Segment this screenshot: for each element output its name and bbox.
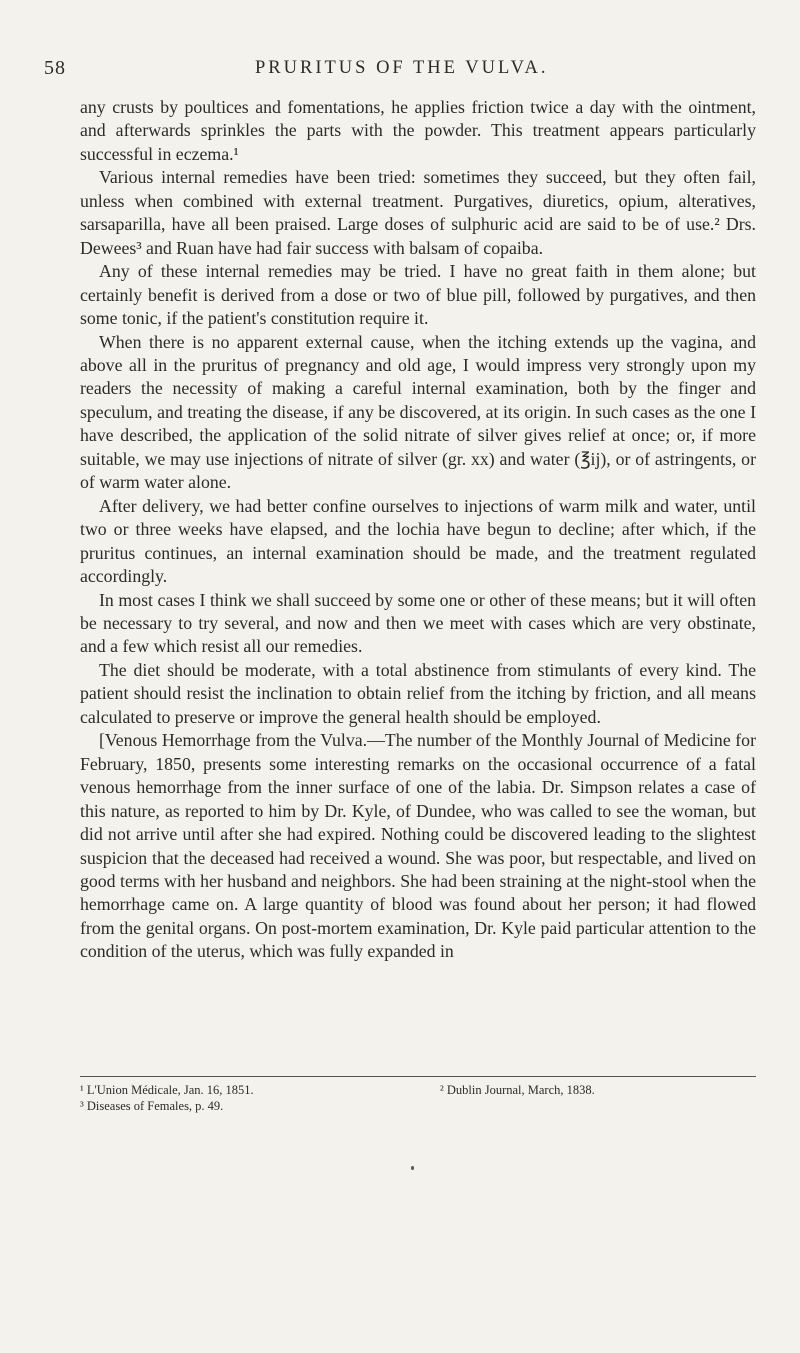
footnote-1: ¹ L'Union Médicale, Jan. 16, 1851. (80, 1083, 254, 1097)
page-header (0, 57, 800, 87)
paragraph: The diet should be moderate, with a total abstinence from stimulants of every kind. The patient should resist the inclination to obtain relief from the itching by friction, and all means calculated to preserve or improve the general health should be employed. (80, 659, 756, 727)
paragraph: Various internal remedies have been tried: sometimes they succeed, but they often fail, unless when combined with external treatment. Purgatives, diuretics, opium, alteratives, sarsaparilla, have all been praised. Large doses of sulphuric acid are said to be of use.² Drs. Dewees³ and Ruan have had fair success with balsam of copaiba. (80, 167, 756, 258)
body-text (80, 96, 756, 964)
footnote-3: ³ Diseases of Females, p. 49. (80, 1099, 224, 1113)
paragraph: [Venous Hemorrhage from the Vulva.—The number of the Monthly Journal of Medicine for February, 1850, presents some interesting remarks on the occasional occurrence of a fatal venous hemorrhage from the inner surface of one of the labia. Dr. Simpson relates a case of this nature, as reported to him by Dr. Kyle, of Dundee, who was called to see the woman, but did not arrive until after she had expired. Nothing could be discovered leading to the slightest suspicion that the deceased had received a wound. She was poor, but respectable, and lived on good terms with her husband and neighbors. She had been straining at the night-stool when the hemorrhage came on. A large quantity of blood was found about her person; it had flowed from the genital organs. On post-mortem examination, Dr. Kyle paid particular attention to the condition of the uterus, which was fully expanded in (80, 730, 756, 962)
paragraph: Any of these internal remedies may be tried. I have no great faith in them alone; but certainly benefit is derived from a dose or two of blue pill, followed by purgatives, and then some tonic, if the patient's constitution require it. (80, 261, 756, 329)
paragraph: any crusts by poultices and fomentations, he applies friction twice a day with the ointment, and afterwards sprinkles the parts with the powder. This treatment appears particularly successful in eczema.¹ (80, 97, 756, 164)
paragraph: After delivery, we had better confine ourselves to injections of warm milk and water, until two or three weeks have elapsed, and the lochia have begun to decline; after which, if the pruritus continues, an internal examination should be made, and the treatment regulated accordingly. (80, 495, 756, 587)
footnote-divider (80, 1076, 756, 1077)
paragraph: When there is no apparent external cause, when the itching extends up the vagina, and above all in the pruritus of pregnancy and old age, I would impress very strongly upon my readers the necessity of making a careful internal examination, both by the finger and speculum, and treating the disease, if any be discovered, at its origin. In such cases as the one I have described, the application of the solid nitrate of silver gives relief at once; or, if more suitable, we may use injections of nitrate of silver (gr. xx) and water (℥ij), or of astringents, or of warm water alone. (80, 331, 756, 493)
ink-speck (411, 1166, 414, 1170)
paragraph: In most cases I think we shall succeed by some one or other of these means; but it will often be necessary to try several, and now and then we meet with cases which are very obstinate, and a few which resist all our remedies. (80, 589, 756, 657)
running-title: PRURITUS OF THE VULVA. (255, 58, 549, 78)
footnotes (80, 1082, 756, 1114)
footnote-2: ² Dublin Journal, March, 1838. (440, 1083, 595, 1097)
page-number: 58 (44, 57, 66, 79)
